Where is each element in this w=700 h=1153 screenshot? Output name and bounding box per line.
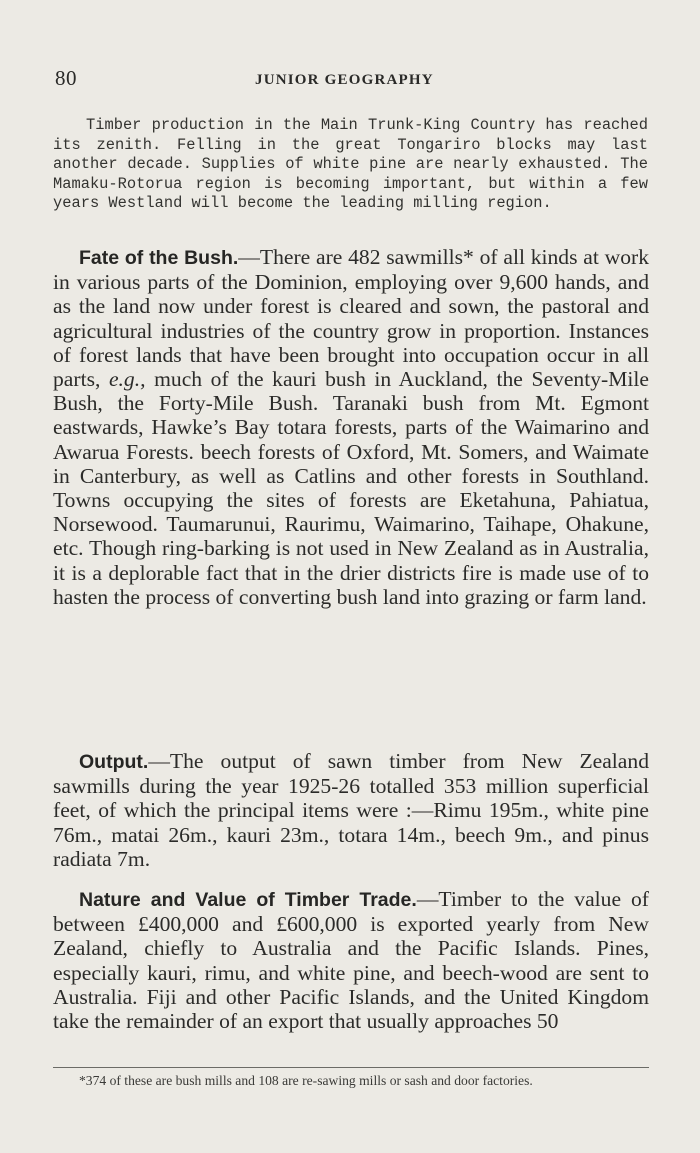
paragraph-fate-of-the-bush: [53, 245, 649, 609]
abbrev-eg: e.g.,: [108, 367, 146, 392]
intro-paragraph: Timber production in the Main Trunk-King Country has reached its zenith. Felling in the great Tongariro blocks may last another decade. Supplies of white pine are nearly exhausted. The Mamaku-Rotorua region is becoming important, but within a few years Westland will become the leading milling region.: [53, 116, 648, 213]
footnote-divider: [53, 1067, 649, 1068]
paragraph-text-fate-part1: —There are 482 sawmills* of all kinds at work in various parts of the Dominion, employing over 9,600 hands, and as the land now under forest is cleared and sown, the pastoral and agricultural industries of the country grow in proportion. Instances of forest lands that have been brought into occupation occur in all parts,: [53, 245, 649, 392]
paragraph-text-trade: —Timber to the value of between £400,000 and £600,000 is exported yearly from New Zealand, chiefly to Australia and the Pacific Islands. Pines, especially kauri, rimu, and white pine, and beech-wood are sent to Australia. Fiji and other Pacific Islands, and the United Kingdom take the remainder of an export that usually approaches 50: [53, 887, 649, 1034]
section-heading-output: Output.: [79, 751, 149, 773]
paragraph-text-fate-part2: much of the kauri bush in Auckland, the Seventy-Mile Bush, the Forty-Mile Bush. Taranaki bush from Mt. Egmont eastwards, Hawke’s Bay totara forests, parts of the Waimarino and Awarua Forests. beech forests of Oxford, Mt. Somers, and Waimate in Canterbury, as well as Catlins and other forests in Southland. Towns occupying the sites of forests are Eketahuna, Pahiatua, Norsewood. Taumarunui, Raurimu, Waimarino, Taihape, Ohakune, etc. Though ring-barking is not used in New Zealand as in Australia, it is a deplorable fact that in the drier districts fire is made use of to hasten the process of converting bush land into grazing or farm land.: [53, 367, 650, 609]
section-heading-fate: Fate of the Bush.: [79, 247, 239, 269]
section-heading-trade: Nature and Value of Timber Trade.: [79, 889, 417, 911]
page-number: 80: [55, 66, 77, 90]
paragraph-text-output: —The output of sawn timber from New Zealand sawmills during the year 1925-26 totalled 353 million superficial feet, of which the principal items were :—Rimu 195m., white pine 76m., matai 26m., kauri 23m., totara 14m., beech 9m., and pinus radiata 7m.: [53, 749, 649, 871]
running-title: JUNIOR GEOGRAPHY: [255, 72, 434, 88]
paragraph-timber-trade: [53, 887, 649, 1033]
running-head: [55, 66, 648, 96]
paragraph-output: [53, 749, 649, 871]
footnote: *374 of these are bush mills and 108 are re-sawing mills or sash and door factories.: [79, 1073, 533, 1088]
